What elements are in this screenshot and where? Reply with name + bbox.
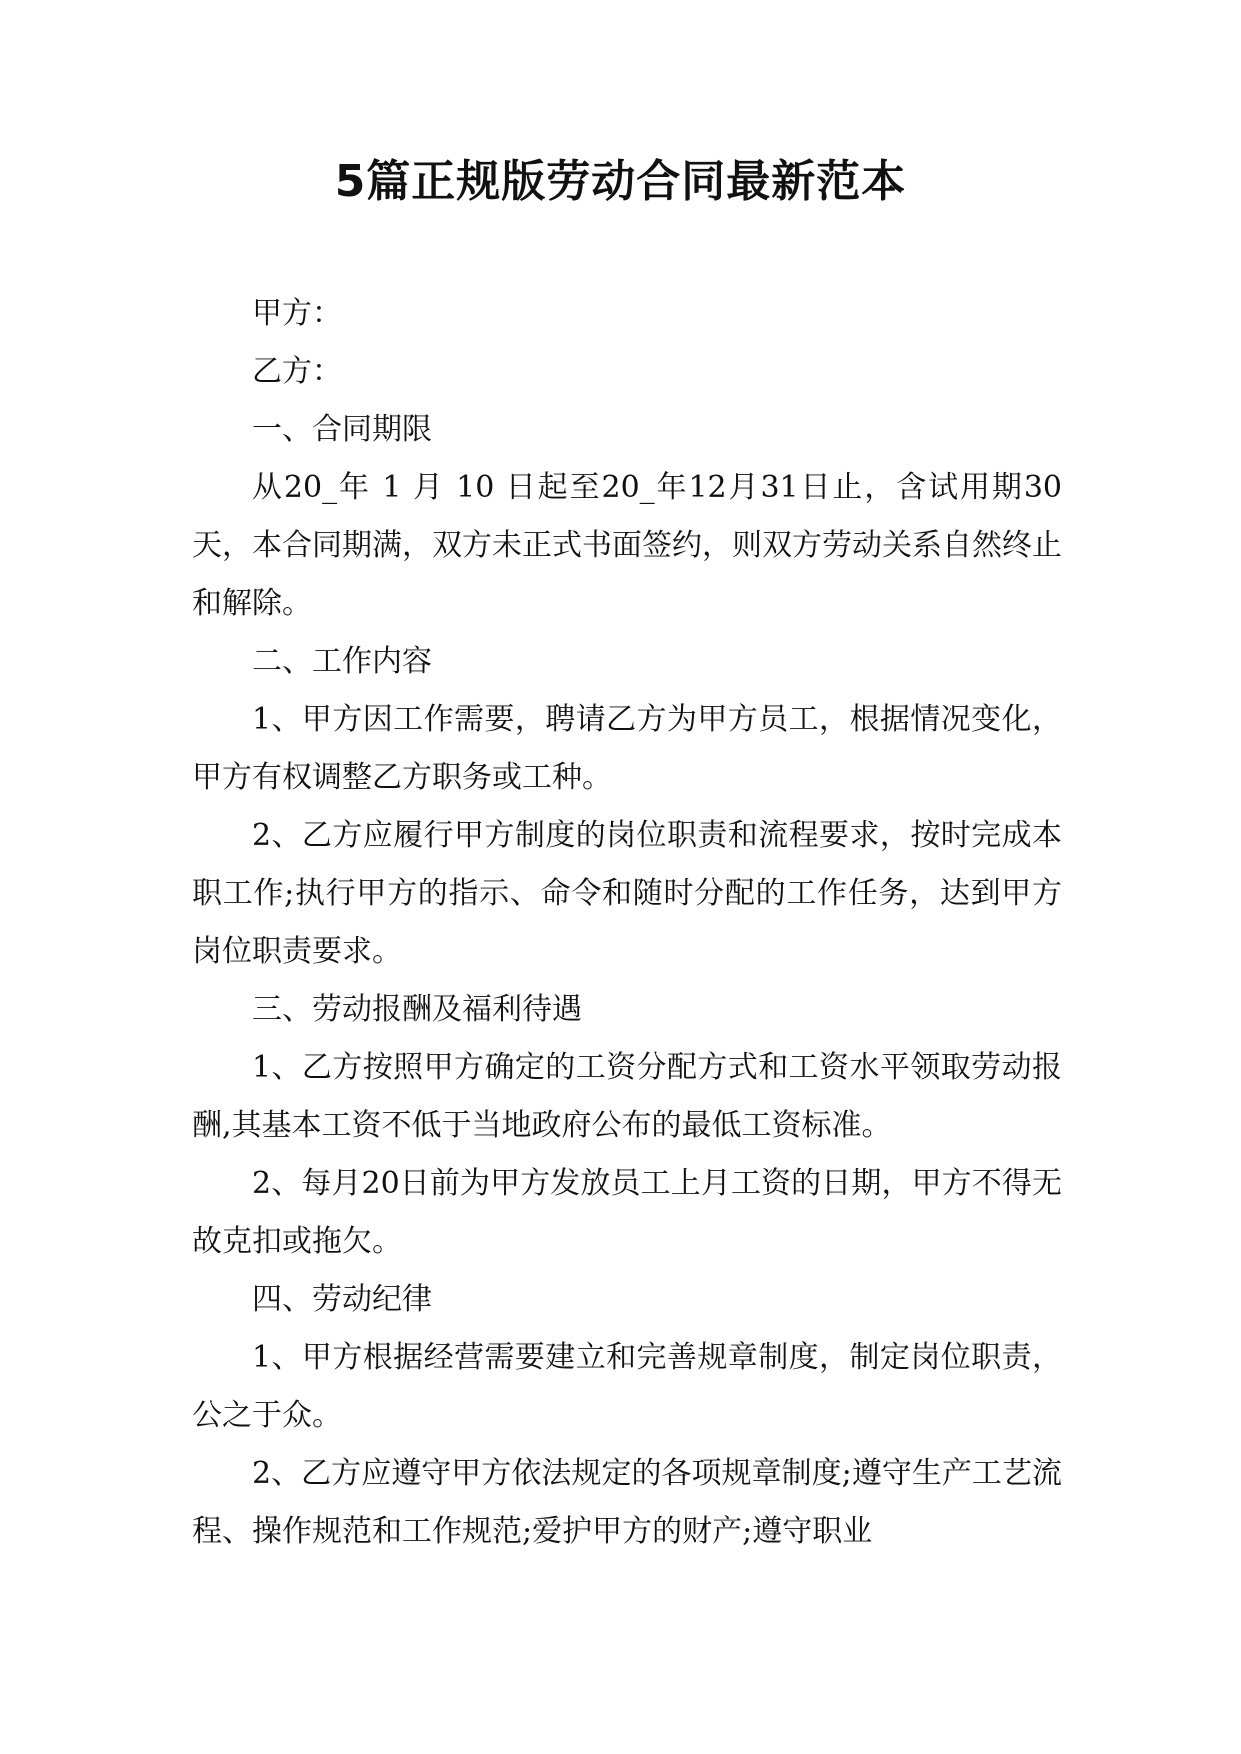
document-body [192,285,1062,1561]
paragraph-work-1: 1、甲方因工作需要，聘请乙方为甲方员工，根据情况变化，甲方有权调整乙方职务或工种。 [192,702,1062,795]
section-heading-discipline: 四、劳动纪律 [252,1282,432,1317]
paragraph-discipline-1: 1、甲方根据经营需要建立和完善规章制度，制定岗位职责，公之于众。 [192,1340,1062,1433]
paragraph-discipline-2: 2、乙方应遵守甲方依法规定的各项规章制度;遵守生产工艺流程、操作规范和工作规范;爱护甲方的财产;遵守职业 [192,1456,1062,1549]
party-a-line: 甲方： [252,296,342,331]
section-heading-pay: 三、劳动报酬及福利待遇 [252,992,582,1027]
party-b-line: 乙方： [252,354,342,389]
document-title: 5篇正规版劳动合同最新范本 [334,156,907,207]
section-heading-term: 一、合同期限 [252,412,432,447]
paragraph-pay-2: 2、每月20日前为甲方发放员工上月工资的日期，甲方不得无故克扣或拖欠。 [192,1166,1062,1259]
paragraph-work-2: 2、乙方应履行甲方制度的岗位职责和流程要求，按时完成本职工作;执行甲方的指示、命令和随时分配的工作任务，达到甲方岗位职责要求。 [192,818,1062,969]
paragraph-pay-1: 1、乙方按照甲方确定的工资分配方式和工资水平领取劳动报酬,其基本工资不低于当地政府公布的最低工资标准。 [192,1050,1062,1143]
section-heading-work: 二、工作内容 [252,644,432,679]
paragraph-term: 从20_年 1 月 10 日起至20_年12月31日止，含试用期30天，本合同期满，双方未正式书面签约，则双方劳动关系自然终止和解除。 [192,470,1062,621]
